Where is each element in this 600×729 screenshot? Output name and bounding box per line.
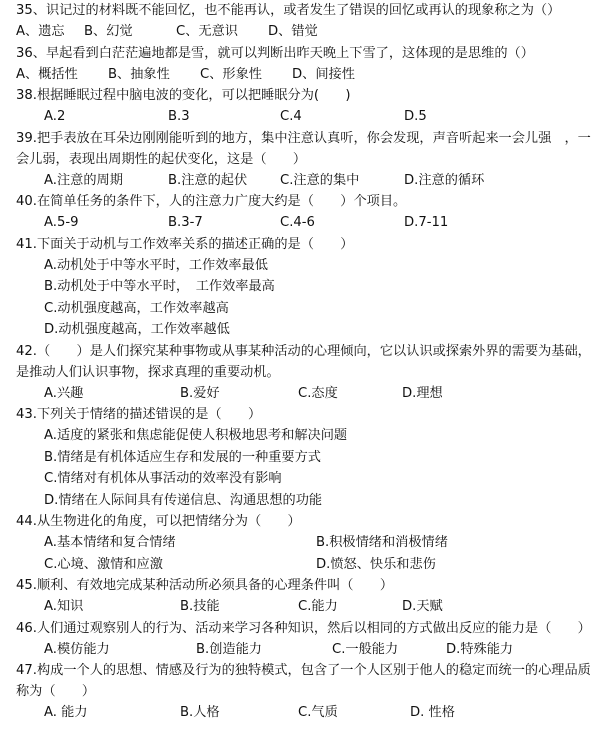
options-row [16,639,594,661]
question-stem: 42.（ ）是人们探究某种事物或从事某种活动的心理倾向，它以认识或探索外界的需要为基础，是推动人们认识事物，探求真理的重要动机。 [16,343,591,380]
option-a: A.2 [44,109,66,124]
option-b: B、幻觉 [84,24,133,39]
option-b: B.注意的起伏 [168,172,248,188]
option-a: A.5-9 [44,215,79,230]
option-d: D.5 [404,109,427,124]
options-row [16,64,594,86]
question-stem: 47.构成一个人的思想、情感及行为的独特模式，包含了一个人区别于他人的稳定而统一的心理品质称为（ ） [16,663,591,699]
option-d: D.7-11 [404,215,449,230]
option-a: A.知识 [44,599,84,614]
option-b: B.动机处于中等水平时， 工作效率最高 [44,279,275,294]
option-c: C.心境、激情和应激 [44,556,163,572]
options-row [16,170,594,192]
option-d: D.特殊能力 [446,641,514,657]
option-a: A、遗忘 [16,24,65,39]
question-39 [16,128,594,192]
option-c: C.4 [280,109,302,124]
options-list [16,425,594,511]
question-stem: 41.下面关于动机与工作效率关系的描述正确的是（ ） [16,236,354,252]
question-38 [16,85,594,128]
options-row [16,21,594,43]
question-35 [16,0,594,43]
option-c: C.能力 [298,599,338,614]
option-d: D、错觉 [268,24,318,39]
option-b: B、抽象性 [108,66,170,82]
question-42 [16,341,594,405]
options-row [16,106,594,128]
option-a: A、概括性 [16,66,78,82]
options-row [16,554,594,576]
question-stem: 44.从生物进化的角度，可以把情绪分为（ ） [16,514,301,529]
option-a: A. 能力 [44,705,88,720]
options-row [16,596,594,618]
option-c: C.态度 [298,385,338,401]
option-a: A.动机处于中等水平时，工作效率最低 [44,257,268,273]
option-b: B.人格 [180,705,220,720]
question-stem: 45.顺利、有效地完成某种活动所必须具备的心理条件叫（ ） [16,578,394,593]
question-45 [16,575,594,618]
option-b: B.创造能力 [196,641,262,657]
options-row [16,702,594,724]
option-d: D.天赋 [402,599,443,614]
option-c: C.一般能力 [332,641,399,657]
question-36 [16,43,594,86]
option-a: A.模仿能力 [44,641,110,657]
options-row [16,532,594,554]
option-c: C.4-6 [280,215,315,230]
option-c: C、形象性 [200,66,262,82]
question-stem: 43.下列关于情绪的描述错误的是（ ） [16,407,262,422]
option-b: B.爱好 [180,385,220,401]
option-d: D. 性格 [410,705,455,720]
option-c: C.气质 [298,705,338,720]
question-43 [16,404,594,511]
option-d: D.愤怒、快乐和悲伤 [316,556,436,572]
question-stem: 36、早起看到白茫茫遍地都是雪，就可以判断出昨天晚上下雪了，这体现的是思维的（） [16,45,534,61]
question-stem: 39.把手表放在耳朵边刚刚能听到的地方，集中注意认真听，你会发现，声音听起来一会儿强 ，一会儿弱，表现出周期性的起伏变化，这是（ ） [16,130,591,167]
question-41 [16,234,594,341]
options-row [16,212,594,234]
question-46 [16,618,594,661]
option-c: C.动机强度越高，工作效率越高 [44,300,229,316]
question-stem: 38.根据睡眠过程中脑电波的变化，可以把睡眠分为( ) [16,88,351,103]
question-47 [16,660,594,724]
option-b: B.技能 [180,599,220,614]
question-40 [16,191,594,234]
option-c: C.注意的集中 [280,172,360,188]
option-b: B.积极情绪和消极情绪 [316,535,448,550]
question-44 [16,511,594,575]
option-d: D、间接性 [292,66,355,82]
option-d: D.注意的循环 [404,172,485,188]
option-a: A.基本情绪和复合情绪 [44,535,176,550]
option-b: B.3 [168,109,190,124]
option-a: A.注意的周期 [44,172,123,188]
option-d: D.动机强度越高，工作效率越低 [44,322,230,337]
option-b: B.3-7 [168,215,203,230]
option-d: D.情绪在人际间具有传递信息、沟通思想的功能 [44,492,323,508]
question-stem: 46.人们通过观察别人的行为、活动来学习各种知识，然后以相同的方式做出反应的能力是（ ） [16,620,591,636]
option-a: A.兴趣 [44,385,84,401]
question-stem: 35、识记过的材料既不能回忆，也不能再认，或者发生了错误的回忆或再认的现象称之为（） [16,3,561,18]
option-d: D.理想 [402,385,443,401]
options-row [16,383,594,405]
option-c: C、无意识 [176,24,238,39]
option-c: C.情绪对有机体从事活动的效率没有影响 [44,471,282,486]
option-a: A.适度的紧张和焦虑能促使人积极地思考和解决问题 [44,428,348,443]
option-b: B.情绪是有机体适应生存和发展的一种重要方式 [44,449,321,465]
options-list [16,255,594,341]
question-stem: 40.在简单任务的条件下，人的注意力广度大约是（ ）个项目。 [16,194,407,209]
